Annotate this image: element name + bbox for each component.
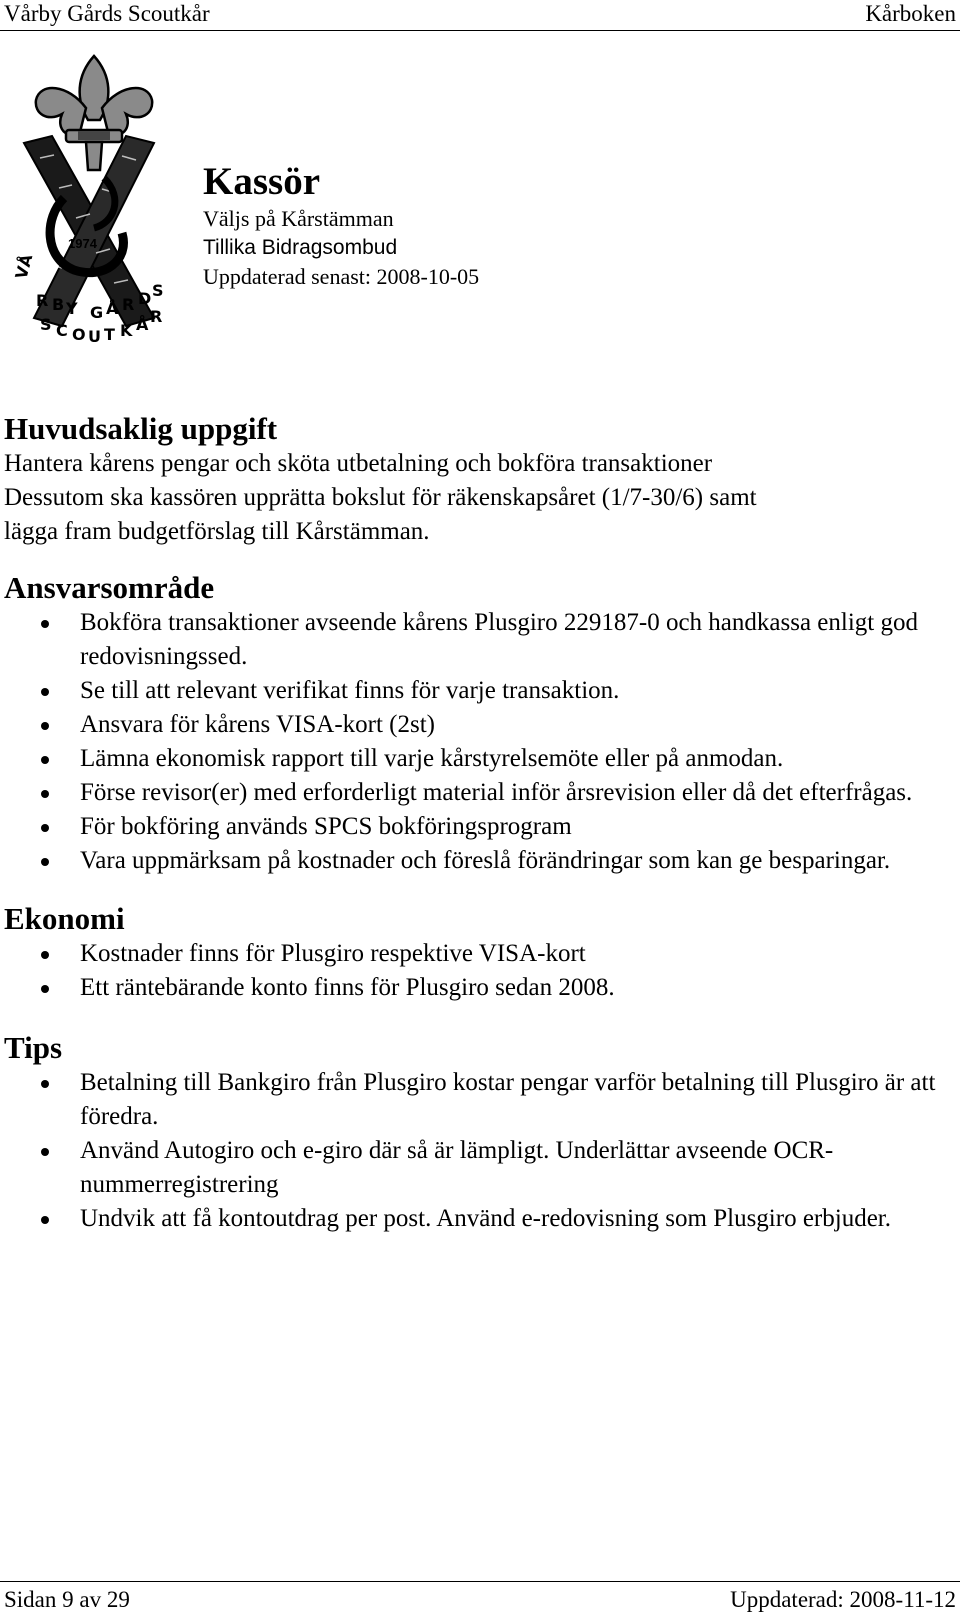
role-block (203, 160, 479, 291)
svg-text:O: O (72, 325, 86, 344)
economy-list (4, 937, 954, 1005)
bullet-icon (41, 756, 49, 764)
header-divider (0, 30, 960, 31)
role-election-info: Väljs på Kårstämman (203, 206, 394, 231)
section-heading-economy: Ekonomi (4, 901, 125, 936)
svg-text:D: D (138, 289, 152, 308)
list-item: Lämna ekonomisk rapport till varje kårstyrelsemöte eller på anmodan. (4, 742, 954, 776)
bullet-icon (41, 951, 49, 959)
list-item: Undvik att få kontoutdrag per post. Använd e-redovisning som Plusgiro erbjuder. (4, 1202, 954, 1236)
role-last-updated: Uppdaterad senast: 2008-10-05 (203, 264, 480, 289)
svg-text:Å: Å (106, 299, 119, 318)
svg-text:S: S (40, 315, 52, 334)
bullet-icon (41, 688, 49, 696)
role-secondary-role: Tillika Bidragsombud (203, 236, 398, 259)
list-item: Bokföra transaktioner avseende kårens Plusgiro 229187-0 och handkassa enligt god redovisningssed. (4, 606, 954, 674)
svg-text:VÅ: VÅ (11, 252, 37, 282)
bullet-icon (41, 1148, 49, 1156)
scout-logo-icon (4, 48, 184, 348)
list-item: För bokföring används SPCS bokföringsprogram (4, 810, 954, 844)
section-heading-main-task: Huvudsaklig uppgift (4, 411, 278, 446)
footer-updated-date: Uppdaterad: 2008-11-12 (730, 1587, 956, 1612)
svg-text:U: U (88, 327, 101, 346)
main-task-line: Hantera kårens pengar och sköta utbetalning och bokföra transaktioner (4, 450, 713, 477)
bullet-icon (41, 1080, 49, 1088)
list-item: Förse revisor(er) med erforderligt material inför årsrevision eller då det efterfrågas. (4, 776, 954, 810)
svg-text:K: K (120, 321, 133, 340)
page-number: Sidan 9 av 29 (4, 1587, 130, 1612)
svg-text:S: S (152, 281, 164, 300)
svg-text:G: G (90, 303, 104, 322)
svg-text:B: B (52, 295, 65, 314)
bullet-icon (41, 1216, 49, 1224)
svg-text:Å: Å (136, 315, 149, 334)
main-task-line: Dessutom ska kassören upprätta bokslut för räkenskapsåret (1/7-30/6) samt (4, 484, 757, 511)
svg-text:R: R (36, 291, 49, 310)
list-item: Kostnader finns för Plusgiro respektive VISA-kort (4, 937, 954, 971)
header-org-name: Vårby Gårds Scoutkår (4, 1, 210, 26)
role-title: Kassör (203, 160, 320, 203)
list-item: Ansvara för kårens VISA-kort (2st) (4, 708, 954, 742)
document-body (4, 410, 954, 1236)
bullet-icon (41, 985, 49, 993)
tips-list (4, 1066, 954, 1236)
svg-text:R: R (150, 307, 163, 326)
header-book-title: Kårboken (865, 1, 956, 26)
bullet-icon (41, 620, 49, 628)
list-item: Betalning till Bankgiro från Plusgiro kostar pengar varför betalning till Plusgiro är att föredra. (4, 1066, 954, 1134)
list-item: Ett räntebärande konto finns för Plusgiro sedan 2008. (4, 971, 954, 1005)
bullet-icon (41, 790, 49, 798)
section-heading-tips: Tips (4, 1030, 63, 1065)
responsibility-list (4, 606, 954, 878)
bullet-icon (41, 858, 49, 866)
svg-text:T: T (104, 325, 115, 344)
list-item: Använd Autogiro och e-giro där så är lämpligt. Underlättar avseende OCR-nummerregistrering (4, 1134, 954, 1202)
svg-text:C: C (56, 321, 68, 340)
svg-text:Y: Y (66, 299, 78, 318)
list-item: Vara uppmärksam på kostnader och föreslå förändringar som kan ge besparingar. (4, 844, 954, 878)
svg-text:R: R (122, 295, 135, 314)
page-header (0, 0, 960, 30)
footer-divider (0, 1581, 960, 1582)
section-heading-responsibility: Ansvarsområde (4, 570, 215, 605)
main-task-line: lägga fram budgetförslag till Kårstämman. (4, 518, 430, 545)
bullet-icon (41, 722, 49, 730)
svg-text:1974: 1974 (68, 236, 97, 251)
bullet-icon (41, 824, 49, 832)
list-item: Se till att relevant verifikat finns för varje transaktion. (4, 674, 954, 708)
